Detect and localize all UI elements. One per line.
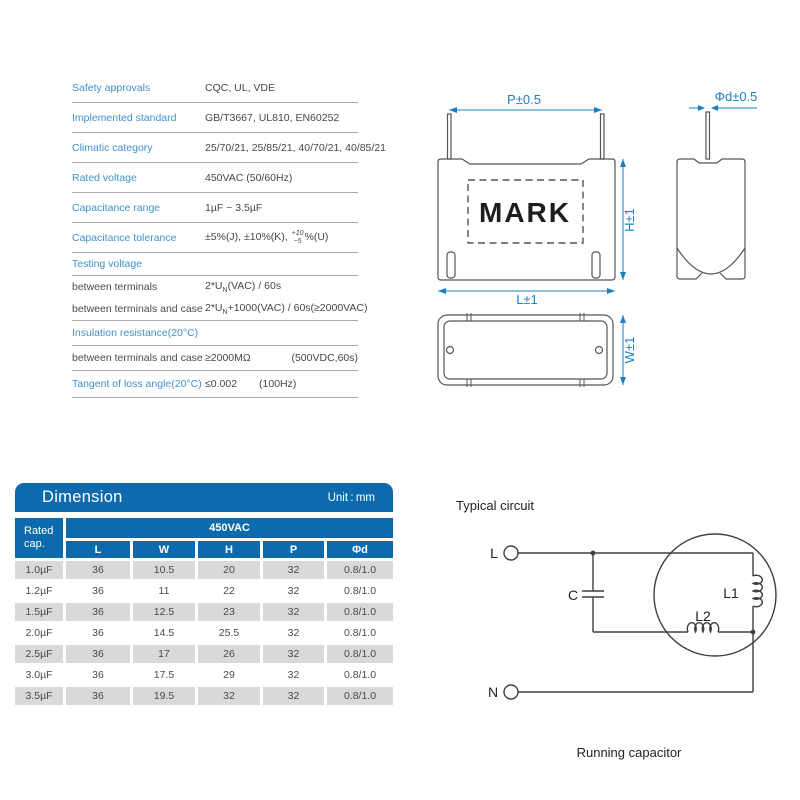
cell-h: 20 (198, 561, 260, 579)
terminal-n-label: N (487, 684, 499, 700)
col-header-w: W (133, 541, 195, 558)
spec-label: Capacitance range (72, 201, 161, 214)
lead-side (706, 112, 710, 159)
cell-l: 36 (66, 603, 130, 621)
cell-cap: 3.5µF (15, 687, 63, 705)
dimension-title: Dimension (42, 488, 123, 506)
cell-p: 32 (263, 687, 324, 705)
spec-value: $2*U_N+1000(VAC) / 60s(\ge 2000VAC)$ (205, 301, 368, 317)
cell-h: 23 (198, 603, 260, 621)
cell-cap: 2.5µF (15, 645, 63, 663)
foot-slot-left (447, 252, 455, 278)
spec-value: 25/70/21, 25/85/21, 40/70/21, 40/85/21 (205, 141, 386, 154)
cell-p: 32 (287, 585, 300, 597)
spec-label: Rated voltage (72, 171, 137, 184)
mark-label: MARK (479, 197, 571, 228)
cell-p: 32 (287, 627, 300, 639)
circuit-title: Typical circuit (456, 498, 535, 513)
side-foot-right (720, 271, 745, 279)
cell-l: 36 (66, 561, 130, 579)
lead-hole-left (447, 347, 454, 354)
cell-p: 32 (263, 645, 324, 663)
cell-w: 14.5 (153, 627, 175, 639)
spec-heading-label: Testing voltage (72, 258, 143, 270)
spec-label: Capacitance tolerance (72, 231, 177, 244)
dim-label-p: P±0.5 (507, 92, 541, 107)
capacitor-front-view (438, 92, 637, 307)
col-header-phid: Φd (327, 541, 393, 558)
dim-label-phid: Φd±0.5 (714, 89, 758, 104)
cell-cap: 1.2µF (25, 585, 53, 597)
spec-label: between terminals and case (72, 303, 203, 315)
cell-l: 36 (92, 627, 104, 639)
coil-l1 (753, 575, 762, 607)
coil-l2-label: L2 (695, 608, 711, 624)
top-view-outer (438, 315, 613, 385)
cell-p: 32 (263, 561, 324, 579)
cell-l: 36 (66, 687, 130, 705)
cell-w: 12.5 (133, 603, 195, 621)
cell-h: 29 (223, 669, 235, 681)
terminal-l (504, 546, 518, 560)
coil-l2 (687, 623, 718, 632)
cell-w: 11 (158, 585, 170, 597)
spec-label: between terminals and case (72, 352, 203, 364)
side-body-outline (677, 159, 745, 271)
cell-cap: 2.0µF (25, 627, 53, 639)
cell-p: 32 (287, 669, 300, 681)
cell-phid: 0.8/1.0 (327, 603, 393, 621)
cell-phid: 0.8/1.0 (327, 645, 393, 663)
dim-label-l: L±1 (516, 292, 538, 307)
cell-cap: 1.0µF (15, 561, 63, 579)
dim-label-w: W±1 (622, 336, 637, 364)
cell-h: 25.5 (218, 627, 240, 639)
cell-phid: 0.8/1.0 (343, 627, 377, 639)
spec-value: GB/T3667, UL810, EN60252 (205, 111, 340, 124)
cell-w: 10.5 (133, 561, 195, 579)
cell-cap: 3.0µF (25, 669, 53, 681)
col-header-l: L (66, 541, 130, 558)
cell-h: 26 (198, 645, 260, 663)
mold-ticks (467, 313, 584, 387)
cell-p: 32 (263, 603, 324, 621)
spec-value: 1µF ~ 3.5µF (205, 201, 263, 214)
cell-cap: 1.5µF (15, 603, 63, 621)
capacitor-top-view (438, 313, 637, 387)
cell-phid: 0.8/1.0 (327, 561, 393, 579)
lead-hole-right (596, 347, 603, 354)
lead-right (601, 114, 605, 159)
cell-h: 22 (223, 585, 235, 597)
dimension-unit: Unit : mm (327, 491, 375, 504)
rated-cap-header: Rated cap. (15, 518, 63, 558)
cell-l: 36 (92, 669, 104, 681)
capacitor-side-view (677, 89, 757, 279)
spec-value: ≥2000MΩ (500VDC,60s) (205, 352, 358, 364)
foot-slot-right (592, 252, 600, 278)
voltage-group-header: 450VAC (66, 518, 393, 538)
dim-label-h: H±1 (622, 208, 637, 232)
cell-w: 17 (133, 645, 195, 663)
circuit-caption: Running capacitor (576, 745, 682, 760)
spec-value: $2*U_N(VAC) / 60s$ (205, 279, 282, 295)
cell-l: 36 (66, 645, 130, 663)
spec-value: CQC, UL, VDE (205, 81, 276, 94)
col-header-h: H (198, 541, 260, 558)
spec-value: ≤0.002 (100Hz) (205, 378, 297, 390)
typical-circuit-diagram (456, 498, 776, 760)
spec-label: Climatic category (72, 141, 153, 154)
cell-h: 32 (198, 687, 260, 705)
terminal-l-label: L (490, 545, 498, 561)
spec-value: ±5%(J), ±10%(K), +10 −5 %(U) (205, 230, 329, 245)
spec-label: Implemented standard (72, 111, 177, 124)
spec-value: 450VAC (50/60Hz) (205, 171, 293, 184)
terminal-n (504, 685, 518, 699)
spec-label: Tangent of loss angle(20°C) (72, 378, 202, 390)
spec-label: between terminals (72, 281, 158, 293)
spec-label: Safety approvals (72, 81, 151, 94)
cell-phid: 0.8/1.0 (327, 687, 393, 705)
capacitor-label: C (567, 587, 579, 603)
cell-phid: 0.8/1.0 (343, 669, 377, 681)
top-view-inner (444, 321, 607, 379)
lead-left (448, 114, 452, 159)
side-foot-left (677, 271, 702, 279)
cell-w: 17.5 (153, 669, 175, 681)
cell-l: 36 (92, 585, 104, 597)
spec-heading-label: Insulation resistance(20°C) (72, 327, 199, 339)
coil-l1-label: L1 (723, 585, 739, 601)
col-header-p: P (263, 541, 324, 558)
side-bottom-arc (677, 248, 745, 274)
tolerance-fraction: +10 −5 (291, 230, 304, 245)
cell-phid: 0.8/1.0 (343, 585, 377, 597)
cell-w: 19.5 (133, 687, 195, 705)
